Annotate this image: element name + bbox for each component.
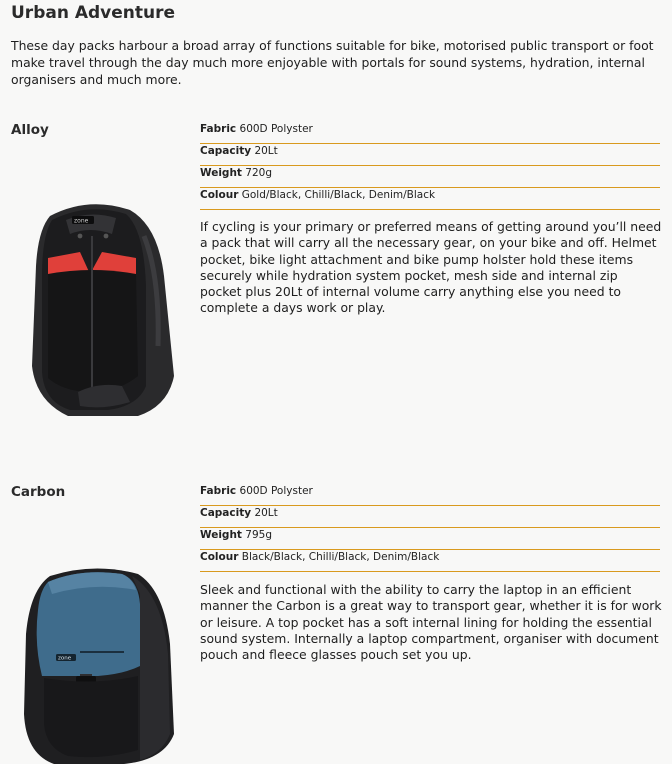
spec-value: 20Lt [254, 507, 278, 519]
spec-colour [200, 188, 660, 210]
product-name: Carbon [11, 484, 66, 500]
spec-label: Fabric [200, 123, 237, 135]
spec-weight [200, 166, 660, 188]
spec-capacity [200, 144, 660, 166]
spec-table [200, 484, 660, 572]
carbon-backpack-image [14, 564, 182, 764]
product-alloy [0, 122, 672, 422]
spec-capacity [200, 506, 660, 528]
spec-label: Fabric [200, 485, 237, 497]
spec-fabric [200, 484, 660, 506]
product-carbon [0, 484, 672, 761]
spec-label: Capacity [200, 507, 252, 519]
spec-label: Colour [200, 189, 239, 201]
page-title: Urban Adventure [11, 3, 176, 23]
spec-label: Weight [200, 529, 242, 541]
spec-label: Weight [200, 167, 242, 179]
alloy-backpack-image [18, 196, 180, 426]
spec-value: 720g [245, 167, 273, 179]
spec-weight [200, 528, 660, 550]
spec-value: Black/Black, Chilli/Black, Denim/Black [241, 551, 440, 563]
spec-value: 600D Polyster [239, 485, 313, 497]
spec-fabric [200, 122, 660, 144]
spec-colour [200, 550, 660, 572]
intro-text: These day packs harbour a broad array of functions suitable for bike, motorised public transport or foot make travel through the day much more enjoyable with portals for sound systems, hydration, internal organisers and much more. [11, 38, 654, 87]
spec-value: 600D Polyster [239, 123, 313, 135]
spec-table [200, 122, 660, 210]
product-description: Sleek and functional with the ability to carry the laptop in an efficient manner the Carbon is a great way to transport gear, whether it is for work or leisure. A top pocket has a soft internal lining for holding the essential sound system. Internally a laptop compartment, organiser with document pouch and fleece glasses pouch set you up. [200, 582, 662, 663]
spec-value: 795g [245, 529, 273, 541]
spec-label: Colour [200, 551, 239, 563]
product-name: Alloy [11, 122, 49, 138]
brand-logo: zone [58, 655, 72, 662]
brand-logo: zone [74, 217, 89, 225]
product-description: If cycling is your primary or preferred means of getting around you’ll need a pack that will carry all the necessary gear, on your bike and off. Helmet pocket, bike light attachment and bike pump holster hold these items securely while hydration system pocket, mesh side and internal zip pocket plus 20Lt of internal volume carry anything else you need to complete a days work or play. [200, 219, 662, 316]
spec-value: 20Lt [254, 145, 278, 157]
spec-value: Gold/Black, Chilli/Black, Denim/Black [241, 189, 436, 201]
spec-label: Capacity [200, 145, 252, 157]
